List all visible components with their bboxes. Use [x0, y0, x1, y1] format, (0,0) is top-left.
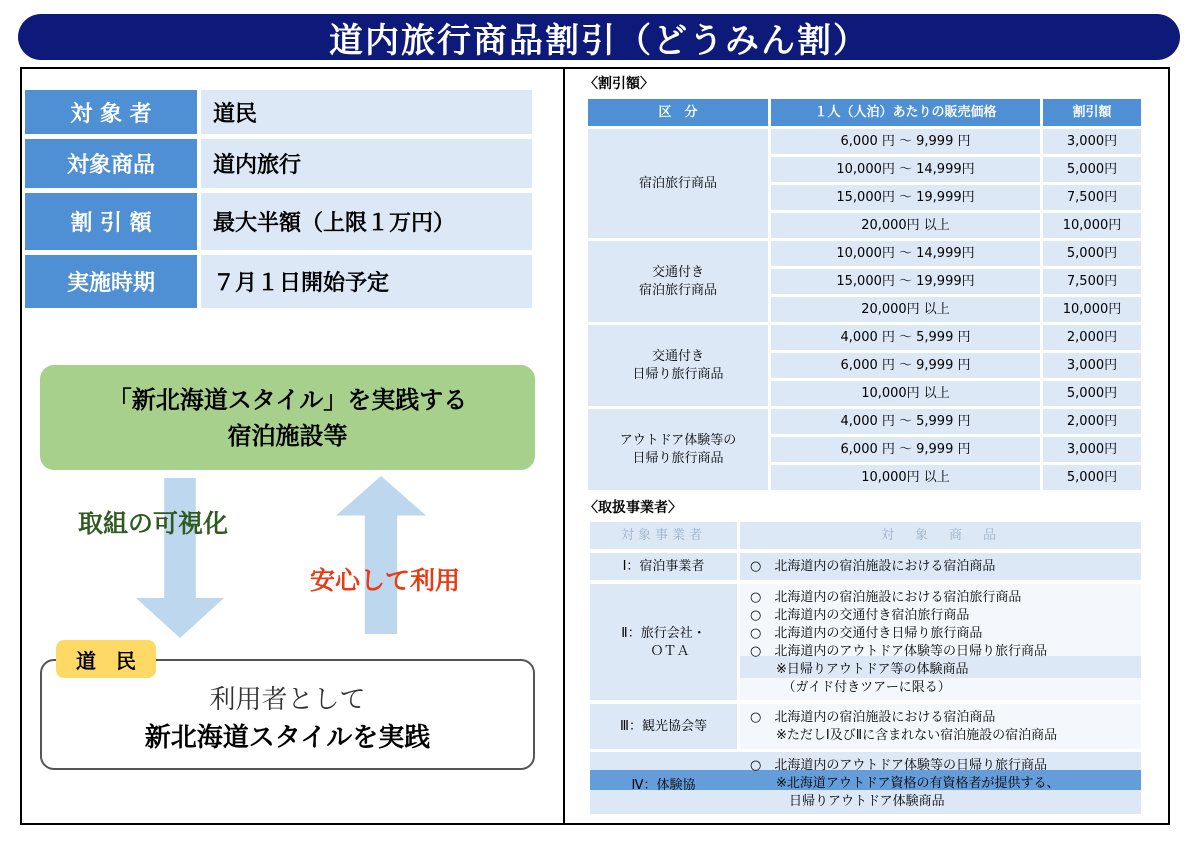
- price-cell: 4,000 円 ～ 5,999 円: [771, 325, 1040, 350]
- price-cell: 10,000円 ～ 14,999円: [771, 157, 1040, 182]
- info-value-discount: 最大半額（上限１万円）: [201, 193, 532, 250]
- discount-header-price: １人（人泊）あたりの販売価格: [771, 99, 1040, 126]
- price-cell: 4,000 円 ～ 5,999 円: [771, 409, 1040, 434]
- info-label-period: 実施時期: [25, 255, 197, 308]
- price-cell: 10,000円 以上: [771, 465, 1040, 490]
- info-label-target: 対 象 者: [25, 90, 197, 134]
- discount-header-amount: 割引額: [1043, 99, 1141, 126]
- page-title: 道内旅行商品割引（どうみん割）: [329, 20, 869, 61]
- column-divider: [563, 67, 565, 825]
- info-label-discount: 割 引 額: [25, 193, 197, 250]
- price-cell: 6,000 円 ～ 9,999 円: [771, 353, 1040, 378]
- price-cell: 10,000円 以上: [771, 381, 1040, 406]
- resident-tag: 道 民: [56, 640, 156, 678]
- discount-cell: 5,000円: [1043, 381, 1141, 406]
- safe-use-label: 安心して利用: [310, 566, 461, 595]
- price-cell: 10,000円 ～ 14,999円: [771, 241, 1040, 266]
- discount-cell: 7,500円: [1043, 269, 1141, 294]
- facility-line-1: 「新北海道スタイル」を実践する: [107, 385, 468, 414]
- discount-cell: 2,000円: [1043, 409, 1141, 434]
- operator-cell: Ⅰ：宿泊事業者: [590, 553, 737, 580]
- price-cell: 6,000 円 ～ 9,999 円: [771, 437, 1040, 462]
- info-value-period: ７月１日開始予定: [201, 255, 532, 308]
- discount-cell: 3,000円: [1043, 437, 1141, 462]
- operators-heading: 〈取扱事業者〉: [584, 500, 682, 516]
- operators-header-products: 対 象 商 品: [740, 522, 1141, 549]
- products-text: ○ 北海道内のアウトドア体験等の日帰り旅行商品 ※北海道アウトドア資格の有資格者が提供する、 日帰りアウトドア体験商品: [750, 758, 1060, 809]
- visualization-label: 取組の可視化: [78, 509, 229, 538]
- discount-heading: 〈割引額〉: [584, 76, 654, 92]
- facility-box: [40, 365, 535, 470]
- price-cell: 20,000円 以上: [771, 213, 1040, 238]
- discount-cell: 5,000円: [1043, 465, 1141, 490]
- info-label-product: 対象商品: [25, 139, 197, 188]
- discount-cell: 2,000円: [1043, 325, 1141, 350]
- discount-header-category: 区 分: [588, 99, 768, 126]
- category-cell: 宿泊旅行商品: [588, 129, 768, 238]
- products-text: ○ 北海道内の宿泊施設における宿泊商品 ※ただしⅠ及びⅡに含まれない宿泊施設の宿泊商品: [750, 710, 1058, 743]
- discount-cell: 3,000円: [1043, 353, 1141, 378]
- discount-cell: 3,000円: [1043, 129, 1141, 154]
- price-cell: 6,000 円 ～ 9,999 円: [771, 129, 1040, 154]
- operators-header-operator: 対象事業者: [590, 522, 737, 549]
- category-cell: アウトドア体験等の 日帰り旅行商品: [588, 409, 768, 490]
- page-title-banner: [18, 14, 1180, 60]
- discount-cell: 10,000円: [1043, 297, 1141, 322]
- products-text: ○ 北海道内の宿泊施設における宿泊旅行商品 ○ 北海道内の交通付き宿泊旅行商品 ○ 北海道内の交通付き日帰り旅行商品 ○ 北海道内のアウトドア体験等の日帰り旅行商品 ※日帰りアウトドア等の体験商品 （ガイド付きツアーに限る）: [750, 590, 1047, 695]
- price-cell: 20,000円 以上: [771, 297, 1040, 322]
- info-value-target: 道民: [201, 90, 532, 134]
- operator-cell: Ⅲ：観光協会等: [590, 704, 737, 749]
- products-text: ○ 北海道内の宿泊施設における宿泊商品: [750, 559, 996, 574]
- price-cell: 15,000円 ～ 19,999円: [771, 269, 1040, 294]
- discount-cell: 5,000円: [1043, 157, 1141, 182]
- user-line-1: 利用者として: [209, 684, 366, 715]
- user-line-2: 新北海道スタイルを実践: [144, 722, 431, 753]
- operator-cell: Ⅱ：旅行会社・ ＯＴＡ: [621, 626, 706, 659]
- category-cell: 交通付き 宿泊旅行商品: [588, 241, 768, 322]
- discount-cell: 5,000円: [1043, 241, 1141, 266]
- facility-line-2: 宿泊施設等: [227, 421, 348, 450]
- discount-cell: 7,500円: [1043, 185, 1141, 210]
- operator-cell: Ⅳ：体験協: [631, 777, 696, 793]
- price-cell: 15,000円 ～ 19,999円: [771, 185, 1040, 210]
- info-value-product: 道内旅行: [201, 139, 532, 188]
- discount-cell: 10,000円: [1043, 213, 1141, 238]
- category-cell: 交通付き 日帰り旅行商品: [588, 325, 768, 406]
